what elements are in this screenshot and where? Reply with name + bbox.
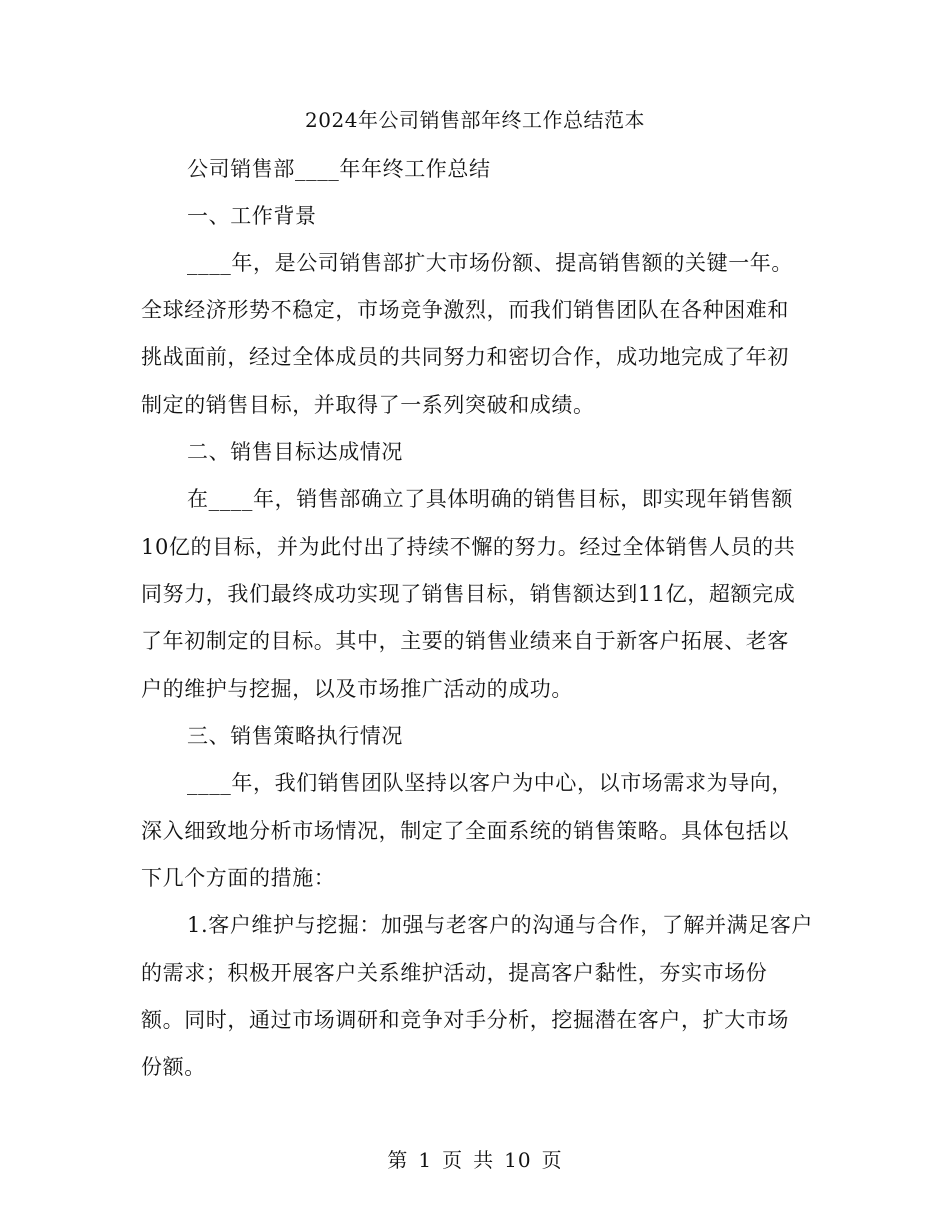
paragraph-line: 在____年，销售部确立了具体明确的销售目标，即实现年销售额	[187, 487, 793, 511]
section-heading: 二、销售目标达成情况	[187, 440, 403, 464]
paragraph-line: ____年，我们销售团队坚持以客户为中心，以市场需求为导向，	[187, 771, 793, 795]
paragraph-line: 了年初制定的目标。其中，主要的销售业绩来自于新客户拓展、老客	[141, 629, 789, 653]
paragraph-line: 户的维护与挖掘，以及市场推广活动的成功。	[141, 677, 573, 701]
footer-label: 页	[541, 1148, 563, 1172]
paragraph-line: 深入细致地分析市场情况，制定了全面系统的销售策略。具体包括以	[141, 819, 789, 843]
page-footer	[0, 1144, 950, 1176]
document-title: 2024年公司销售部年终工作总结范本	[305, 108, 645, 132]
paragraph-line: 额。同时，通过市场调研和竞争对手分析，挖掘潜在客户，扩大市场	[141, 1008, 789, 1032]
paragraph-line: 制定的销售目标，并取得了一系列突破和成绩。	[141, 393, 595, 417]
list-item-line: 1.客户维护与挖掘：加强与老客户的沟通与合作，了解并满足客户	[187, 913, 814, 937]
total-pages-number: 10	[504, 1148, 532, 1172]
section-heading: 三、销售策略执行情况	[187, 724, 403, 748]
current-page-number: 1	[418, 1148, 433, 1172]
section-heading: 一、工作背景	[187, 204, 317, 228]
paragraph-line: 同努力，我们最终成功实现了销售目标，销售额达到11亿，超额完成	[141, 582, 796, 606]
footer-label: 页	[442, 1148, 464, 1172]
paragraph-line: 挑战面前，经过全体成员的共同努力和密切合作，成功地完成了年初	[141, 345, 789, 369]
paragraph-line: 全球经济形势不稳定，市场竞争激烈，而我们销售团队在各种困难和	[141, 298, 789, 322]
paragraph-line: 下几个方面的措施：	[141, 866, 336, 890]
paragraph-line: 份额。	[141, 1055, 206, 1079]
footer-label: 共	[473, 1148, 495, 1172]
paragraph-line: 10亿的目标，并为此付出了持续不懈的努力。经过全体销售人员的共	[141, 535, 796, 559]
paragraph-line: ____年，是公司销售部扩大市场份额、提高销售额的关键一年。	[187, 251, 793, 275]
footer-label: 第	[387, 1148, 409, 1172]
subtitle-line: 公司销售部____年年终工作总结	[187, 157, 491, 181]
paragraph-line: 的需求；积极开展客户关系维护活动，提高客户黏性，夯实市场份	[141, 961, 768, 985]
